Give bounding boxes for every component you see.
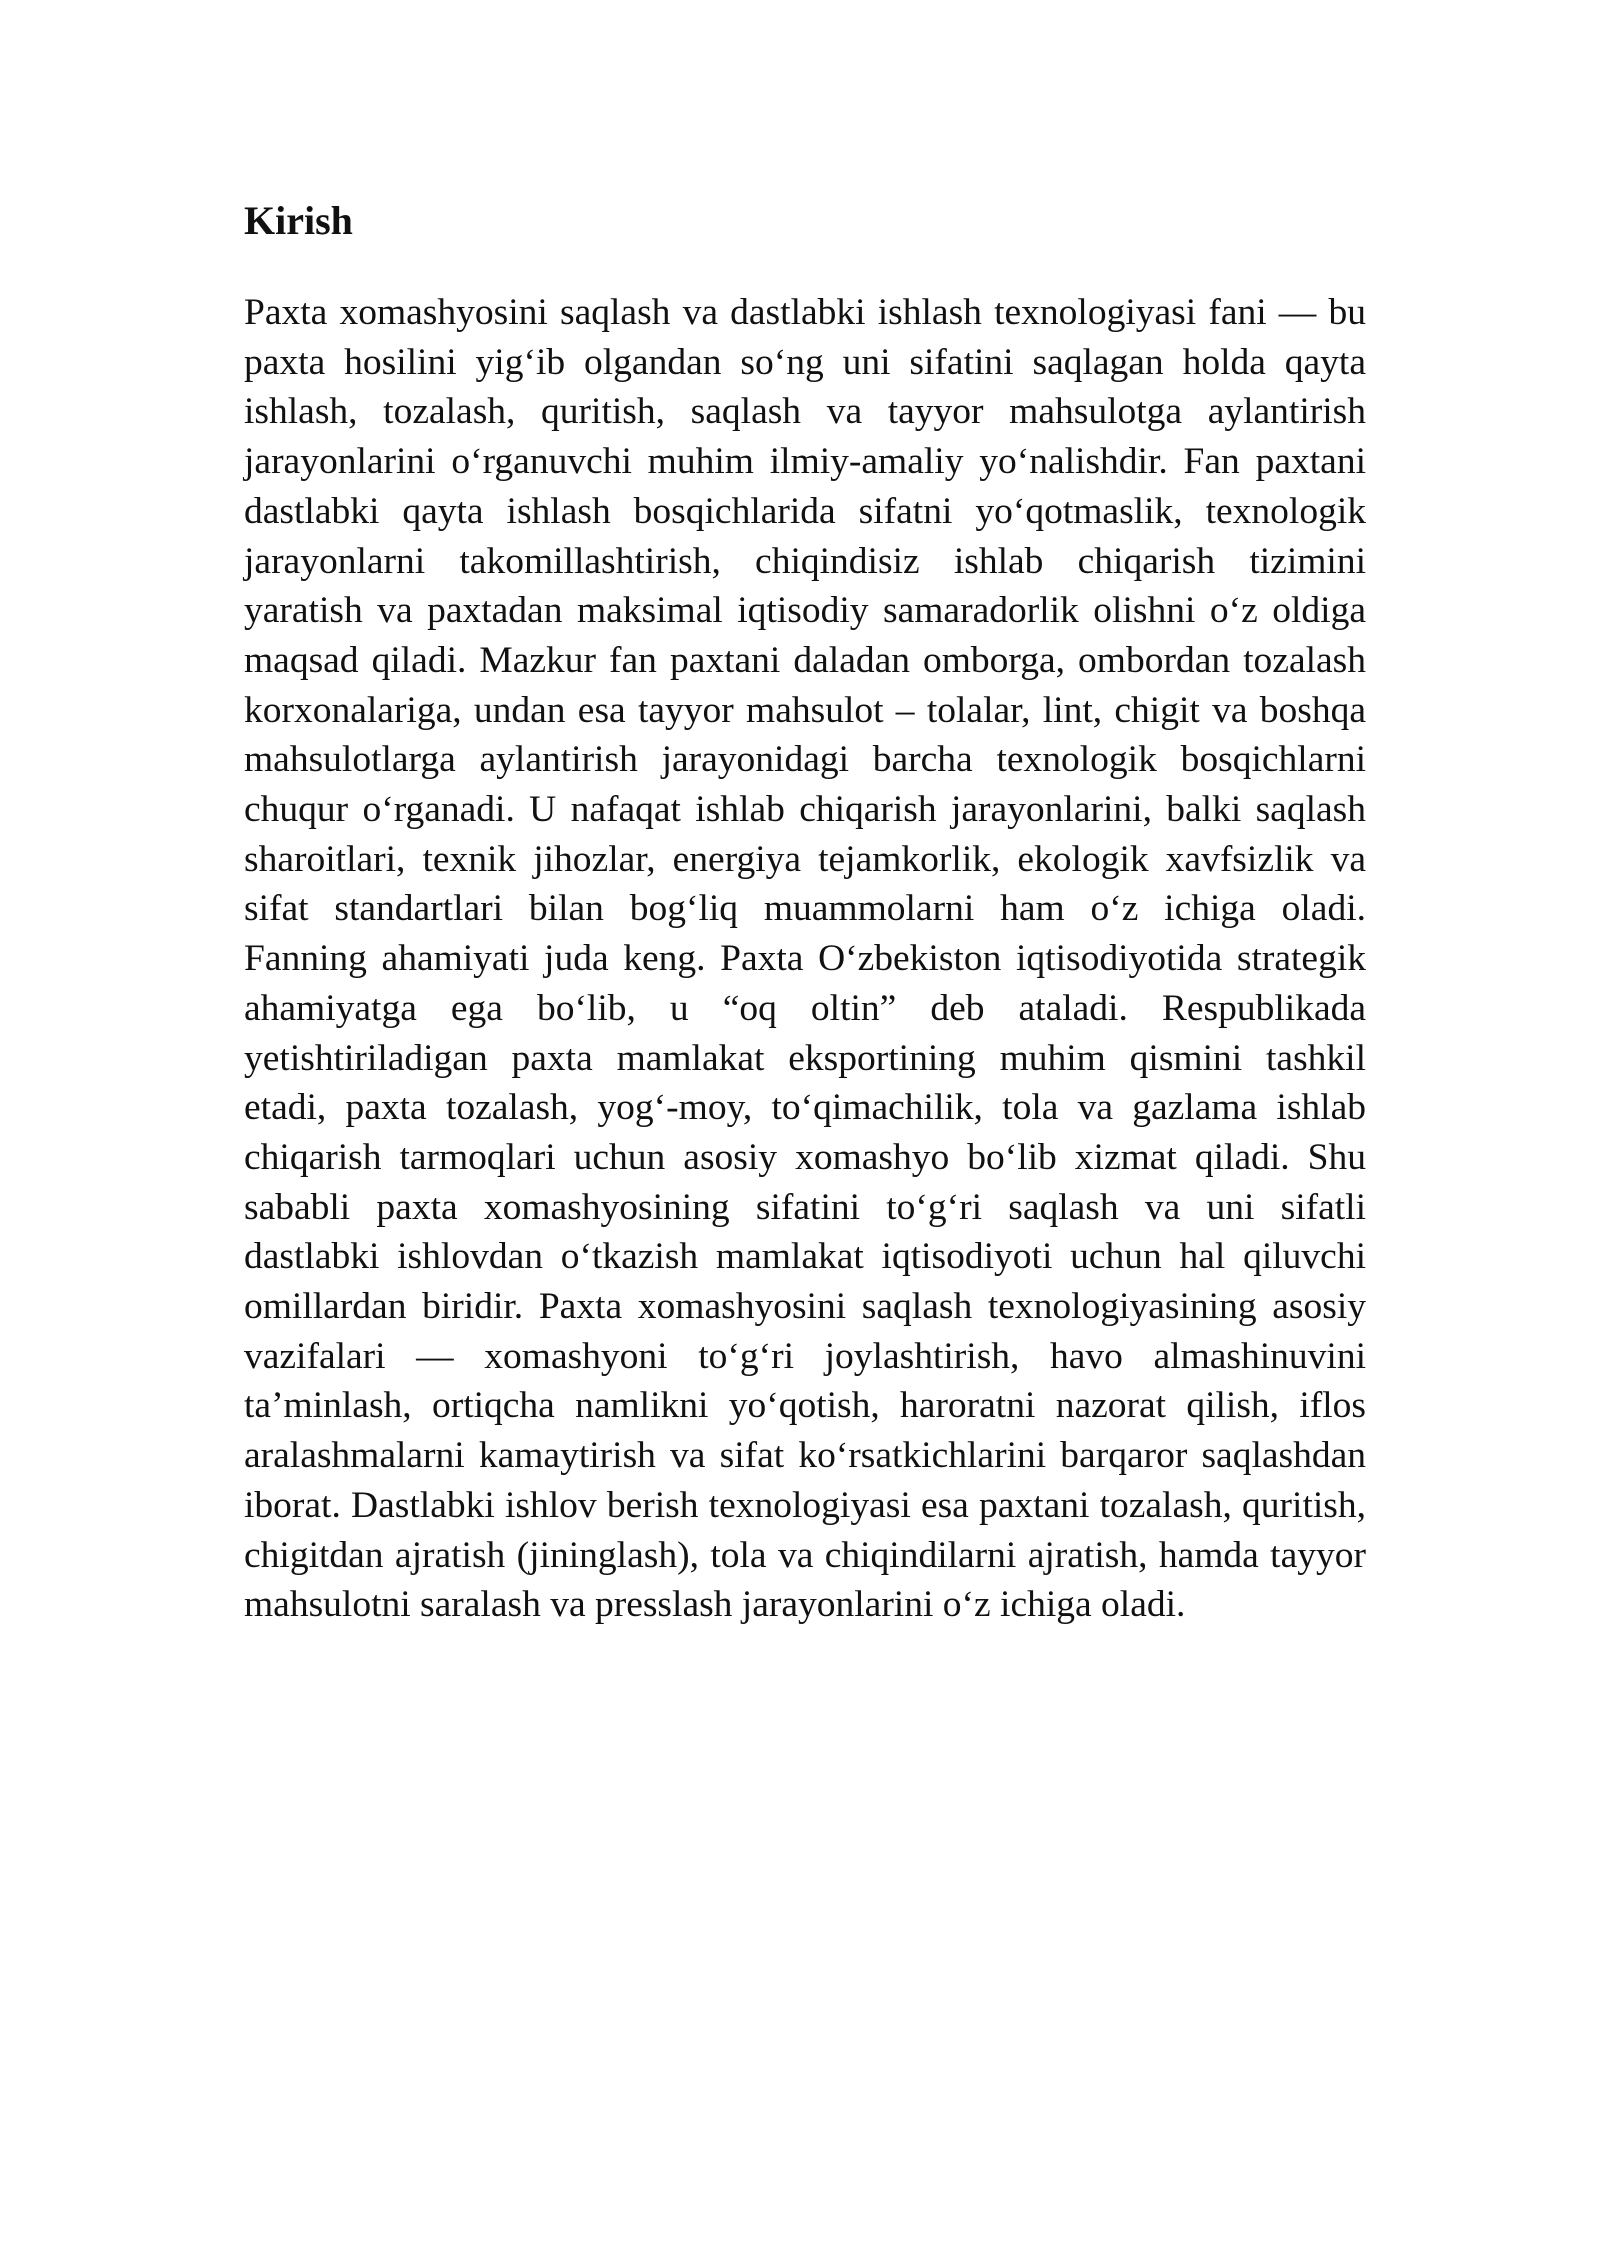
document-content xyxy=(244,196,1366,1630)
section-heading: Kirish xyxy=(244,198,353,243)
body-paragraph: Paxta xomashyosini saqlash va dastlabki ishlash texnologiyasi fani — bu paxta hosilini yig‘ib olgandan so‘ng uni sifatini saqlagan holda qayta ishlash, tozalash, quritish, saqlash va tayyor mahsulotga aylantirish jarayonlarini o‘rganuvchi muhim ilmiy-amaliy yo‘nalishdir. Fan paxtani dastlabki qayta ishlash bosqichlarida sifatni yo‘qotmaslik, texnologik jarayonlarni takomillashtirish, chiqindisiz ishlab chiqarish tizimini yaratish va paxtadan maksimal iqtisodiy samaradorlik olishni o‘z oldiga maqsad qiladi. Mazkur fan paxtani daladan omborga, ombordan tozalash korxonalariga, undan esa tayyor mahsulot – tolalar, lint, chigit va boshqa mahsulotlarga aylantirish jarayonidagi barcha texnologik bosqichlarni chuqur o‘rganadi. U nafaqat ishlab chiqarish jarayonlarini, balki saqlash sharoitlari, texnik jihozlar, energiya tejamkorlik, ekologik xavfsizlik va sifat standartlari bilan bog‘liq muammolarni ham o‘z ichiga oladi. Fanning ahamiyati juda keng. Paxta O‘zbekiston iqtisodiyotida strategik ahamiyatga ega bo‘lib, u “oq oltin” deb ataladi. Respublikada yetishtiriladigan paxta mamlakat eksportining muhim qismini tashkil etadi, paxta tozalash, yog‘-moy, to‘qimachilik, tola va gazlama ishlab chiqarish tarmoqlari uchun asosiy xomashyo bo‘lib xizmat qiladi. Shu sababli paxta xomashyosining sifatini to‘g‘ri saqlash va uni sifatli dastlabki ishlovdan o‘tkazish mamlakat iqtisodiyoti uchun hal qiluvchi omillardan biridir. Paxta xomashyosini saqlash texnologiyasining asosiy vazifalari — xomashyoni to‘g‘ri joylashtirish, havo almashinuvini ta’minlash, ortiqcha namlikni yo‘qotish, haroratni nazorat qilish, iflos aralashmalarni kamaytirish va sifat ko‘rsatkichlarini barqaror saqlashdan iborat. Dastlabki ishlov berish texnologiyasi esa paxtani tozalash, quritish, chigitdan ajratish (jininglash), tola va chiqindilarni ajratish, hamda tayyor mahsulotni saralash va presslash jarayonlarini o‘z ichiga oladi. xyxy=(244,292,1366,1626)
